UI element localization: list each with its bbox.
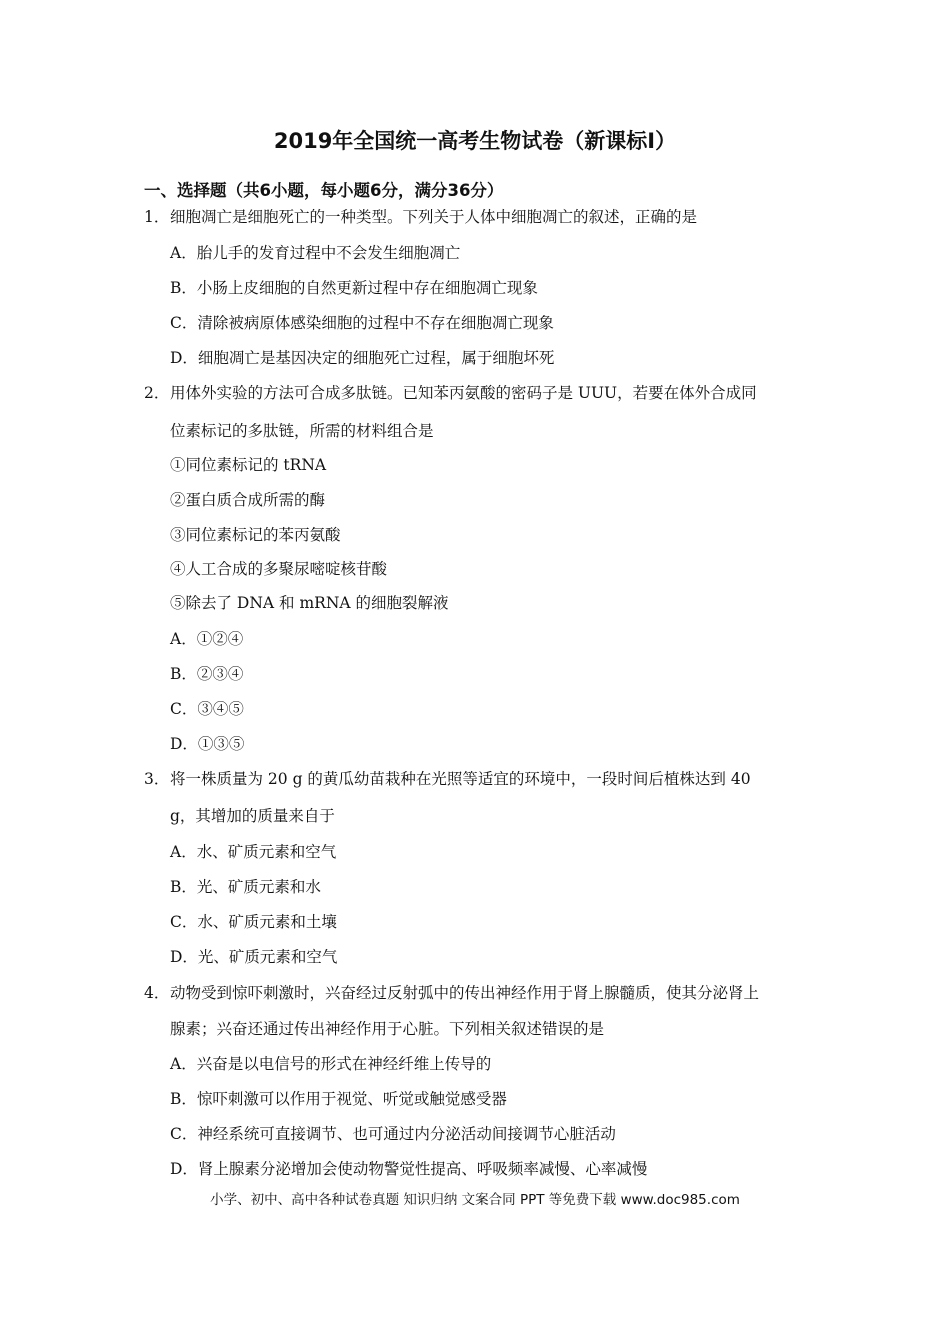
question-text: 将一株质量为 20 g 的黄瓜幼苗栽种在光照等适宜的环境中，一段时间后植株达到 40 — [170, 770, 751, 788]
question-text: 动物受到惊吓刺激时，兴奋经过反射弧中的传出神经作用于肾上腺髓质，使其分泌肾上 — [170, 984, 760, 1002]
question-text: 细胞凋亡是细胞死亡的一种类型。下列关于人体中细胞凋亡的叙述，正确的是 — [170, 208, 698, 226]
option-c: C．水、矿质元素和土壤 — [170, 913, 337, 931]
question-number: 1． — [144, 208, 170, 226]
material-item-1: ①同位素标记的 tRNA — [170, 456, 327, 474]
material-item-5: ⑤除去了 DNA 和 mRNA 的细胞裂解液 — [170, 594, 449, 612]
option-b: B．惊吓刺激可以作用于视觉、听觉或触觉感受器 — [170, 1090, 507, 1108]
material-item-3: ③同位素标记的苯丙氨酸 — [170, 526, 341, 544]
question-text: 用体外实验的方法可合成多肽链。已知苯丙氨酸的密码子是 UUU，若要在体外合成同 — [170, 384, 757, 402]
question-number: 2． — [144, 384, 170, 402]
option-d: D．肾上腺素分泌增加会使动物警觉性提高、呼吸频率减慢、心率减慢 — [170, 1160, 648, 1178]
option-a: A．兴奋是以电信号的形式在神经纤维上传导的 — [170, 1055, 492, 1073]
question-number: 4． — [144, 984, 170, 1002]
option-d: D．光、矿质元素和空气 — [170, 948, 338, 966]
page-title: 2019年全国统一高考生物试卷（新课标Ⅰ） — [273, 129, 677, 153]
option-c: C．清除被病原体感染细胞的过程中不存在细胞凋亡现象 — [170, 314, 554, 332]
option-a: A．①②④ — [170, 630, 244, 648]
option-b: B．小肠上皮细胞的自然更新过程中存在细胞凋亡现象 — [170, 279, 538, 297]
material-item-4: ④人工合成的多聚尿嘧啶核苷酸 — [170, 560, 388, 578]
option-c: C．③④⑤ — [170, 700, 244, 718]
question-text-cont: g，其增加的质量来自于 — [170, 807, 335, 825]
option-a: A．水、矿质元素和空气 — [170, 843, 337, 861]
question-text-cont: 位素标记的多肽链，所需的材料组合是 — [170, 422, 434, 440]
section-heading: 一、选择题（共6小题，每小题6分，满分36分） — [144, 181, 504, 200]
option-d: D．①③⑤ — [170, 735, 245, 753]
option-a: A．胎儿手的发育过程中不会发生细胞凋亡 — [170, 244, 461, 262]
option-d: D．细胞凋亡是基因决定的细胞死亡过程，属于细胞坏死 — [170, 349, 555, 367]
material-item-2: ②蛋白质合成所需的酶 — [170, 491, 326, 509]
page-footer: 小学、初中、高中各种试卷真题 知识归纳 文案合同 PPT 等免费下载 www.doc985.com — [210, 1192, 740, 1208]
option-c: C．神经系统可直接调节、也可通过内分泌活动间接调节心脏活动 — [170, 1125, 616, 1143]
option-b: B．②③④ — [170, 665, 244, 683]
question-text-cont: 腺素；兴奋还通过传出神经作用于心脏。下列相关叙述错误的是 — [170, 1020, 605, 1038]
question-number: 3． — [144, 770, 170, 788]
option-b: B．光、矿质元素和水 — [170, 878, 321, 896]
